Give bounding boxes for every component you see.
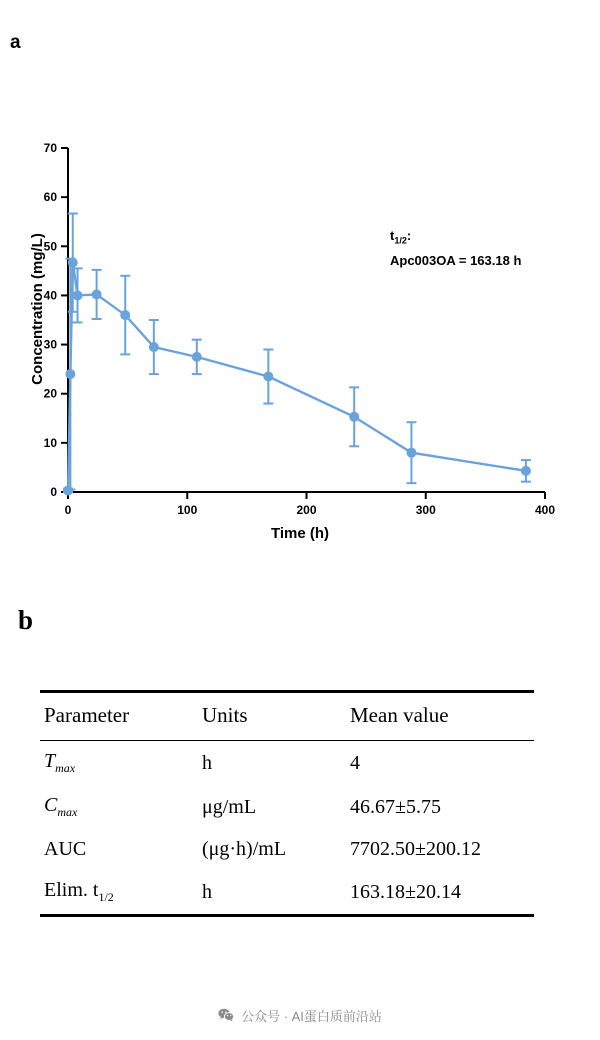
table-body	[40, 741, 534, 920]
x-tick-label: 0	[64, 503, 72, 517]
chart-tick-labels	[44, 141, 556, 517]
footer-watermark	[0, 995, 600, 1035]
half-life-colon: :	[406, 228, 412, 243]
data-point-marker	[68, 258, 78, 268]
data-point-marker	[92, 289, 102, 299]
half-life-subscript: 1/2	[394, 235, 407, 246]
parameter-subscript: 1/2	[98, 890, 114, 904]
table-rule-cell	[40, 916, 198, 920]
table-row	[40, 785, 534, 829]
parameter-symbol: T	[44, 750, 56, 772]
table-cell-parameter	[40, 741, 198, 786]
wechat-icon	[218, 1008, 234, 1022]
table-header-parameter: Parameter	[40, 692, 198, 741]
table-cell-mean-value: 46.67±5.75	[350, 795, 441, 818]
table-header-units: Units	[198, 692, 346, 741]
data-point-marker	[406, 448, 416, 458]
data-point-marker	[149, 342, 159, 352]
y-tick-label: 70	[43, 141, 57, 155]
table-rule-cell	[346, 916, 534, 920]
data-point-marker	[192, 352, 202, 362]
table-cell-parameter	[40, 785, 198, 829]
parameter-symbol: C	[44, 794, 58, 816]
pk-parameters-table-wrapper	[40, 690, 540, 919]
pk-concentration-chart	[0, 120, 600, 560]
data-point-marker	[73, 290, 83, 300]
data-point-marker	[65, 369, 75, 379]
y-tick-label: 0	[50, 485, 57, 499]
table-bottom-rule	[40, 916, 534, 920]
table-cell-parameter	[40, 829, 198, 870]
data-point-marker	[521, 466, 531, 476]
table-cell-units: (μg·h)/mL	[202, 838, 287, 860]
y-tick-label: 60	[43, 190, 57, 205]
half-life-symbol: t	[390, 228, 395, 243]
data-point-marker	[63, 486, 73, 496]
x-axis-label: Time (h)	[270, 525, 330, 542]
table-header-row	[40, 692, 534, 741]
footer-text: 公众号 · AI蛋白质前沿站	[241, 1008, 382, 1024]
panel-a-label: a	[10, 32, 21, 53]
x-tick-label: 200	[296, 503, 317, 517]
table-row	[40, 870, 534, 916]
table-row	[40, 829, 534, 870]
series-line	[68, 263, 526, 491]
table-cell-parameter	[40, 870, 198, 916]
data-point-marker	[120, 310, 130, 320]
x-tick-label: 100	[177, 503, 198, 517]
table-cell-units: μg/mL	[202, 795, 257, 818]
parameter-subscript: max	[55, 761, 76, 775]
half-life-annotation-value: Apc003OA = 163.18 h	[390, 253, 522, 268]
table-cell-units: h	[202, 880, 212, 903]
x-tick-label: 400	[534, 503, 556, 517]
table-header-mean-value: Mean value	[346, 692, 534, 741]
table-cell-units: h	[198, 741, 346, 786]
half-life-annotation-label	[390, 228, 411, 246]
parameter-subscript: max	[57, 805, 78, 819]
x-tick-label: 300	[415, 503, 436, 517]
table-head	[40, 692, 534, 741]
table-cell-mean-value: 163.18±20.14	[350, 880, 461, 903]
y-tick-label: 30	[43, 337, 57, 352]
table-cell-mean-value: 7702.50±200.12	[350, 838, 481, 860]
parameter-symbol: Elim. t	[44, 879, 99, 901]
y-tick-label: 40	[43, 288, 57, 303]
parameter-symbol: AUC	[44, 838, 87, 860]
y-tick-label: 50	[43, 239, 57, 254]
chart-svg	[0, 120, 600, 560]
panel-b-label: b	[18, 605, 34, 635]
y-tick-label: 10	[43, 435, 57, 450]
data-point-marker	[349, 412, 359, 422]
pk-parameters-table	[40, 690, 534, 919]
y-tick-label: 20	[43, 386, 57, 401]
table-rule-cell	[198, 916, 346, 920]
table-row	[40, 741, 534, 786]
table-cell-mean-value: 4	[346, 741, 534, 786]
y-axis-label: Concentration (mg/L)	[29, 233, 46, 385]
data-point-marker	[263, 372, 273, 382]
